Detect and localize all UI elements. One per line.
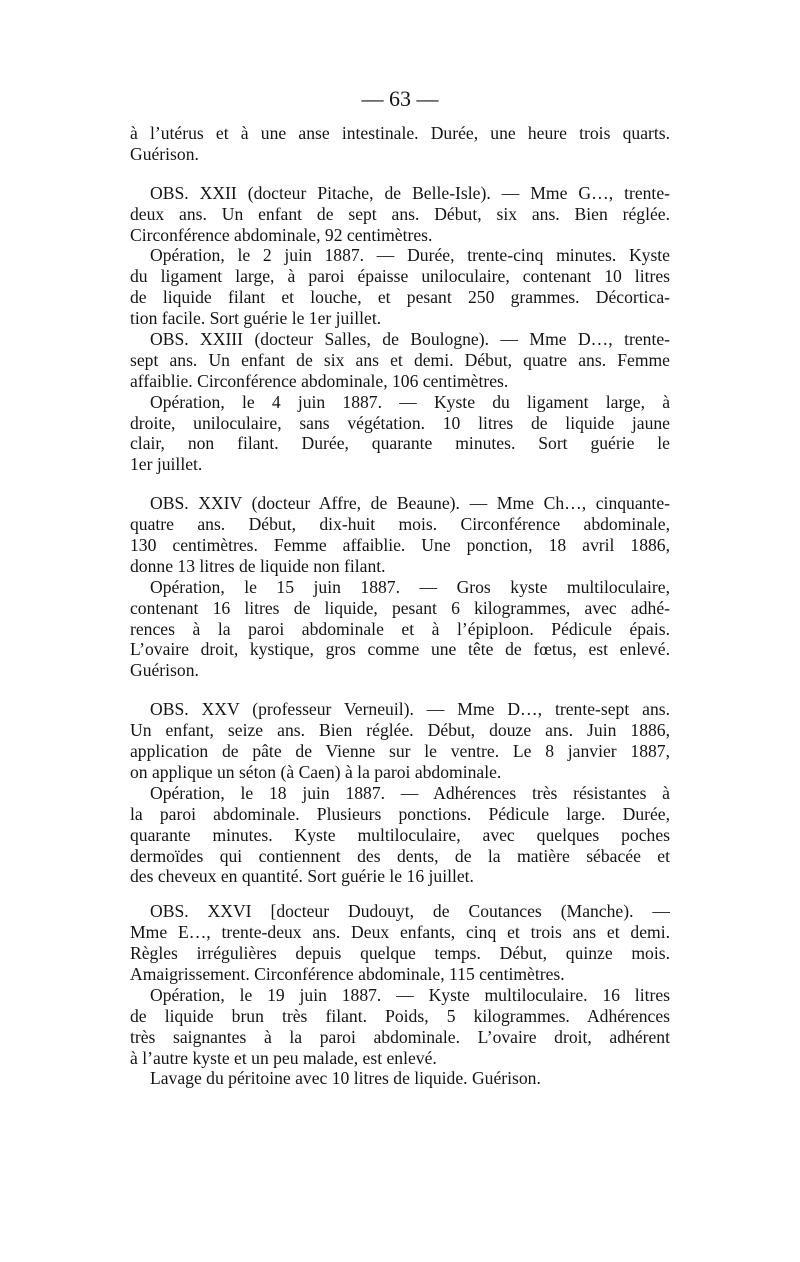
observation-25 — [130, 699, 670, 887]
text-line: à l’utérus et à une anse intestinale. Durée, une heure trois quarts. — [130, 123, 670, 143]
text-line: L’ovaire droit, kystique, gros comme une tête de fœtus, est enlevé. — [130, 639, 670, 660]
observation-26 — [130, 901, 670, 1089]
observation-24 — [130, 493, 670, 681]
text-line: OBS. XXIV (docteur Affre, de Beaune). — Mme Ch…, cinquante- — [150, 493, 670, 514]
text-line: 130 centimètres. Femme affaiblie. Une ponction, 18 avril 1886, — [130, 535, 670, 556]
text-line: tion facile. Sort guérie le 1er juillet. — [130, 308, 382, 329]
text-line: Guérison. — [130, 660, 199, 681]
text-line: 1er juillet. — [130, 454, 203, 475]
text-line: Lavage du péritoine avec 10 litres de liquide. Guérison. — [150, 1068, 541, 1089]
text-line: du ligament large, à paroi épaisse uniloculaire, contenant 10 litres — [130, 266, 670, 287]
text-line: Amaigrissement. Circonférence abdominale, 115 centimètres. — [130, 963, 565, 984]
text-line: quarante minutes. Kyste multiloculaire, avec quelques poches — [130, 824, 670, 845]
text-line: on applique un séton (à Caen) à la paroi abdominale. — [130, 761, 502, 782]
observation-22-23 — [130, 183, 670, 475]
text-line: OBS. XXV (professeur Verneuil). — Mme D…, trente-sept ans. — [150, 699, 670, 720]
text-line: donne 13 litres de liquide non filant. — [130, 555, 386, 576]
text-line: des cheveux en quantité. Sort guérie le 16 juillet. — [130, 866, 474, 887]
text-line: Opération, le 15 juin 1887. — Gros kyste multiloculaire, — [150, 576, 670, 597]
paragraph-continuation — [130, 123, 670, 165]
text-line: Opération, le 18 juin 1887. — Adhérences très résistantes à — [150, 782, 670, 803]
text-line: très saignantes à la paroi abdominale. L’ovaire droit, adhérent — [130, 1026, 670, 1047]
text-line: Guérison. — [130, 143, 199, 164]
text-line: droite, uniloculaire, sans végétation. 10 litres de liquide jaune — [130, 412, 670, 433]
text-line: dermoïdes qui contiennent des dents, de la matière sébacée et — [130, 845, 670, 866]
text-line: contenant 16 litres de liquide, pesant 6 kilogrammes, avec adhé- — [130, 597, 670, 618]
text-line: Mme E…, trente-deux ans. Deux enfants, cinq et trois ans et demi. — [130, 922, 670, 943]
text-line: Opération, le 4 juin 1887. — Kyste du ligament large, à — [150, 391, 670, 412]
text-line: sept ans. Un enfant de six ans et demi. Début, quatre ans. Femme — [130, 349, 670, 370]
text-line: clair, non filant. Durée, quarante minutes. Sort guérie le — [130, 433, 670, 454]
text-line: Opération, le 19 juin 1887. — Kyste multiloculaire. 16 litres — [150, 984, 670, 1005]
text-line: rences à la paroi abdominale et à l’épiploon. Pédicule épais. — [130, 618, 670, 639]
text-line: Circonférence abdominale, 92 centimètres. — [130, 224, 433, 245]
page-body — [130, 123, 670, 1089]
text-line: OBS. XXIII (docteur Salles, de Boulogne). — Mme D…, trente- — [150, 329, 670, 350]
page-number: — 63 — — [361, 86, 439, 111]
text-line: à l’autre kyste et un peu malade, est enlevé. — [130, 1047, 437, 1068]
text-line: application de pâte de Vienne sur le ventre. Le 8 janvier 1887, — [130, 741, 670, 762]
text-line: affaiblie. Circonférence abdominale, 106 centimètres. — [130, 370, 509, 391]
text-line: Règles irrégulières depuis quelque temps. Début, quinze mois. — [130, 943, 670, 964]
text-line: OBS. XXVI [docteur Dudouyt, de Coutances (Manche). — — [150, 901, 670, 922]
text-line: de liquide brun très filant. Poids, 5 kilogrammes. Adhérences — [130, 1005, 670, 1026]
text-line: la paroi abdominale. Plusieurs ponctions. Pédicule large. Durée, — [130, 803, 670, 824]
text-line: OBS. XXII (docteur Pitache, de Belle-Isle). — Mme G…, trente- — [150, 182, 670, 203]
text-line: deux ans. Un enfant de sept ans. Début, six ans. Bien réglée. — [130, 203, 670, 224]
text-line: Un enfant, seize ans. Bien réglée. Début, douze ans. Juin 1886, — [130, 720, 670, 741]
text-line: de liquide filant et louche, et pesant 250 grammes. Décortica- — [130, 287, 670, 308]
text-line: Opération, le 2 juin 1887. — Durée, trente-cinq minutes. Kyste — [150, 245, 670, 266]
text-line: quatre ans. Début, dix-huit mois. Circonférence abdominale, — [130, 514, 670, 535]
